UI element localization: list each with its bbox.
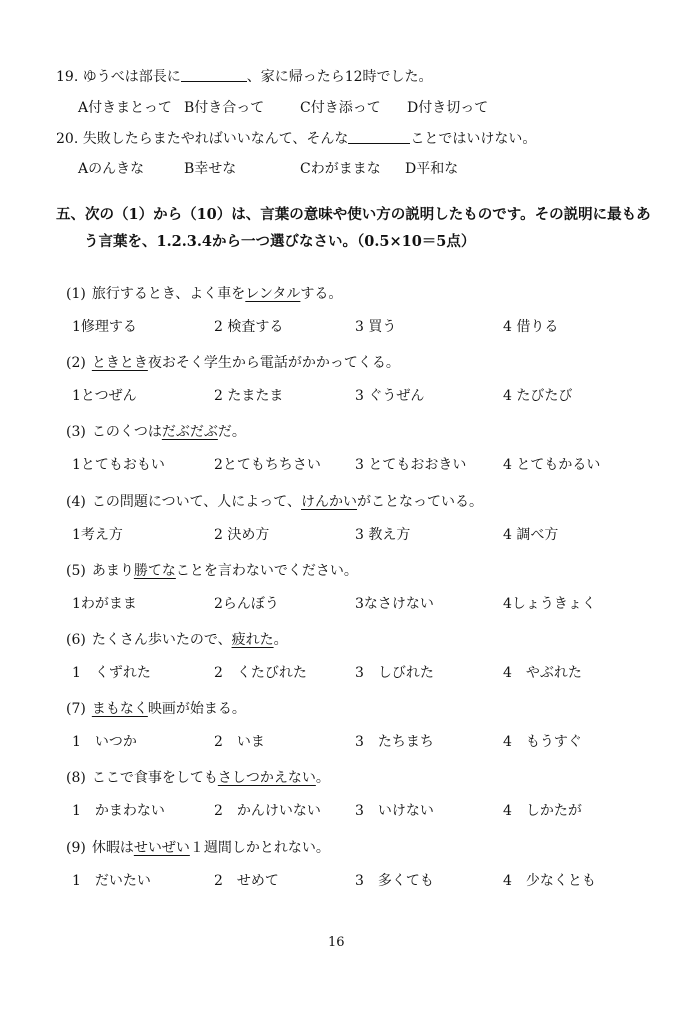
vocab-question-3: [66, 421, 246, 441]
vocab-question-5: [66, 560, 358, 580]
q4-option-2: 2 決め方: [214, 527, 270, 543]
q19-option-a: A付きまとって: [78, 100, 172, 116]
q6-option-3: 3 しびれた: [355, 665, 434, 681]
q5-option-2: 2らんぼう: [214, 596, 279, 612]
q8-option-1: 1 かまわない: [72, 803, 165, 819]
q2-option-2: 2 たまたま: [214, 388, 284, 404]
target-word: まもなく: [91, 701, 148, 717]
q7-option-4: 4 もうすぐ: [503, 734, 582, 750]
q3-option-3: 3 とてもおおきい: [355, 457, 467, 473]
q8-option-4: 4 しかたが: [503, 803, 582, 819]
q6-option-1: 1 くずれた: [72, 665, 151, 681]
q9-option-1: 1 だいたい: [72, 873, 151, 889]
q9-option-4: 4 少なくとも: [503, 873, 596, 889]
question-text-after: 夜おそく学生から電話がかかってくる。: [147, 355, 400, 371]
q9-option-2: 2 せめて: [214, 873, 279, 889]
vocab-question-8: [66, 767, 330, 787]
target-word: 勝てな: [133, 563, 176, 579]
question-text-after: だ。: [217, 424, 246, 440]
vocab-question-7: [66, 698, 246, 718]
q2-option-3: 3 ぐうぜん: [355, 388, 425, 404]
question-number: (3): [66, 424, 86, 440]
question-number: (5): [66, 563, 86, 579]
question-number: (7): [66, 701, 86, 717]
q19-option-d: D付き切って: [407, 100, 489, 116]
question-text-before: 休暇は: [91, 840, 134, 856]
vocab-question-6: [66, 629, 288, 649]
target-word: だぶだぶ: [161, 424, 218, 440]
target-word: さしつかえない: [217, 770, 316, 786]
q1-option-1: 1修理する: [72, 319, 137, 335]
page-number: 16: [328, 935, 345, 950]
target-word: ときとき: [91, 355, 148, 371]
q3-option-4: 4 とてもかるい: [503, 457, 601, 473]
question-text-before: この問題について、人によって、: [91, 494, 302, 510]
q7-option-1: 1 いつか: [72, 734, 137, 750]
vocab-question-9: [66, 837, 330, 857]
q6-option-4: 4 やぶれた: [503, 665, 582, 681]
q7-option-2: 2 いま: [214, 734, 265, 750]
target-word: レンタル: [245, 286, 301, 302]
vocab-question-4: [66, 491, 483, 511]
q4-option-3: 3 教え方: [355, 527, 411, 543]
q9-option-3: 3 多くても: [355, 873, 434, 889]
q1-option-2: 2 検査する: [214, 319, 284, 335]
q5-option-1: 1わがまま: [72, 596, 137, 612]
question-text-after: がことなっている。: [357, 494, 484, 510]
q1-option-4: 4 借りる: [503, 319, 559, 335]
question-text-before: このくつは: [91, 424, 162, 440]
question-number: (2): [66, 355, 86, 371]
question-number: (4): [66, 494, 86, 510]
answer-blank: [348, 131, 410, 144]
q2-option-4: 4 たびたび: [503, 388, 573, 404]
q19-option-c: C付き添って: [300, 100, 381, 116]
q19-option-b: B付き合って: [184, 100, 265, 116]
question-text-after: 。: [315, 770, 330, 786]
question-number: (6): [66, 632, 86, 648]
target-word: 疲れた: [231, 632, 274, 648]
q20-option-b: B幸せな: [184, 161, 237, 177]
q5-option-4: 4しょうきょく: [503, 596, 596, 612]
vocab-question-2: [66, 352, 400, 372]
q2-option-1: 1とつぜん: [72, 388, 137, 404]
question-text-before: ここで食事をしても: [91, 770, 218, 786]
q4-option-4: 4 調べ方: [503, 527, 559, 543]
question-text-before: たくさん歩いたので、: [91, 632, 232, 648]
target-word: けんかい: [301, 494, 358, 510]
vocab-question-1: [66, 283, 342, 303]
question-number: (9): [66, 840, 86, 856]
question-text-before: 旅行するとき、よく車を: [91, 286, 246, 302]
q4-option-1: 1考え方: [72, 527, 123, 543]
q5-option-3: 3なさけない: [355, 596, 434, 612]
question-text-after: ことを言わないでください。: [175, 563, 358, 579]
q20-option-a: Aのんきな: [78, 161, 145, 177]
question-text-after: 映画が始まる。: [147, 701, 246, 717]
q3-option-1: 1とてもおもい: [72, 457, 165, 473]
question-20-prompt: 20. 失敗したらまたやればいいなんて、そんな ことではいけない。: [56, 131, 537, 147]
answer-blank: [181, 69, 247, 82]
question-text-after: する。: [300, 286, 343, 302]
q8-option-3: 3 いけない: [355, 803, 434, 819]
q1-option-3: 3 買う: [355, 319, 397, 335]
q6-option-2: 2 くたびれた: [214, 665, 307, 681]
q3-option-2: 2とてもちちさい: [214, 457, 321, 473]
section-5-heading-line-1: 五、次の（1）から（10）は、言葉の意味や使い方の説明したものです。その説明に最もあ: [56, 206, 651, 223]
question-text-before: あまり: [91, 563, 134, 579]
question-19-prompt: 19. ゆうべは部長に 、家に帰ったら12時でした。: [56, 69, 433, 85]
section-5-heading-line-2: う言葉を、1.2.3.4から一つ選びなさい。（0.5×10＝5点）: [84, 233, 476, 250]
q8-option-2: 2 かんけいない: [214, 803, 321, 819]
target-word: せいぜい: [133, 840, 190, 856]
question-text-after: 。: [273, 632, 288, 648]
question-number: (8): [66, 770, 86, 786]
q20-option-c: Cわがままな: [300, 161, 381, 177]
q20-option-d: D平和な: [405, 161, 459, 177]
q7-option-3: 3 たちまち: [355, 734, 434, 750]
question-number: (1): [66, 286, 86, 302]
question-text-after: １週間しかとれない。: [189, 840, 330, 856]
